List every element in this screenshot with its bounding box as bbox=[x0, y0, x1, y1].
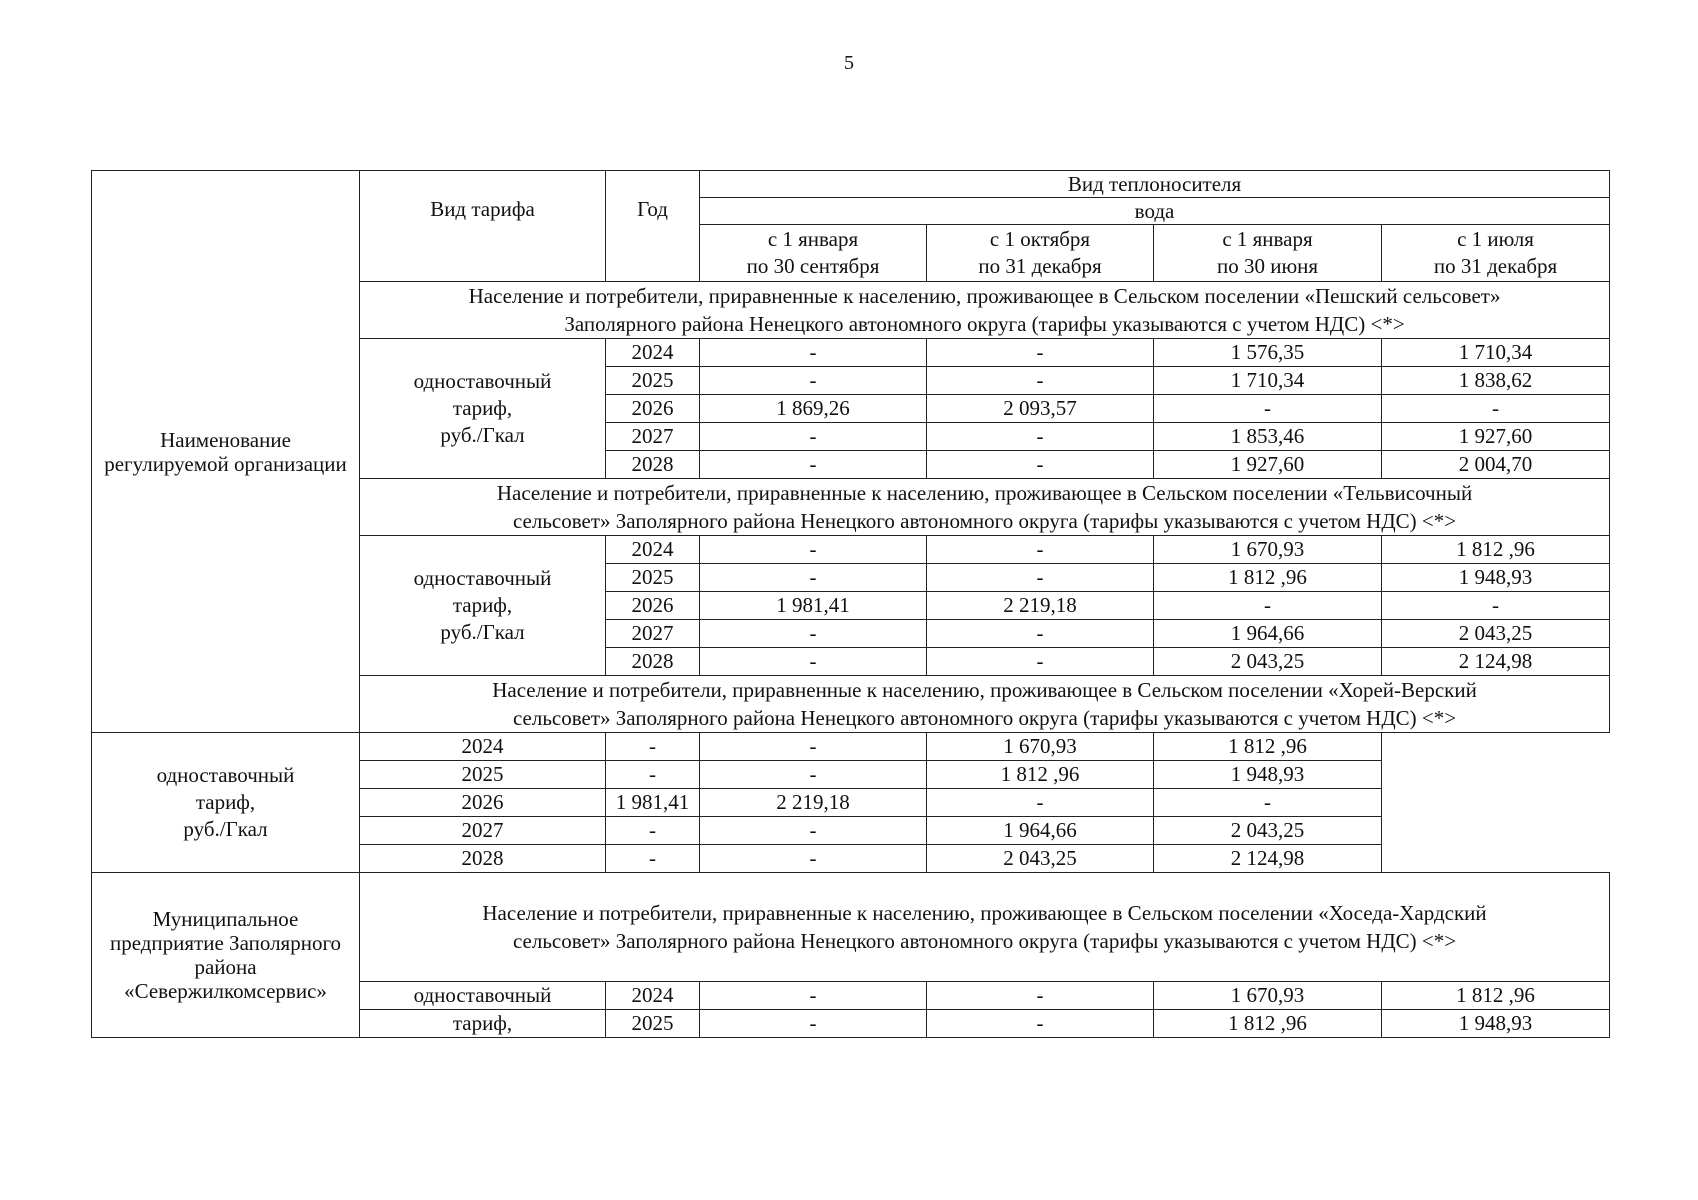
tariff-type-line: тариф, bbox=[452, 396, 513, 420]
value-cell: - bbox=[927, 1010, 1154, 1038]
section-title bbox=[360, 479, 1610, 536]
year-cell: 2024 bbox=[606, 339, 700, 367]
value-cell: - bbox=[700, 367, 927, 395]
year-cell: 2025 bbox=[606, 1010, 700, 1038]
tariff-type-cell bbox=[360, 536, 606, 676]
tariff-type-line: одноставочный bbox=[413, 369, 552, 393]
year-cell: 2025 bbox=[606, 367, 700, 395]
value-cell: - bbox=[1382, 395, 1610, 423]
period-end: по 30 сентября bbox=[746, 254, 880, 278]
year-cell: 2025 bbox=[360, 761, 606, 789]
section-title bbox=[360, 873, 1610, 982]
value-cell: - bbox=[1154, 592, 1382, 620]
value-cell: - bbox=[700, 648, 927, 676]
year-cell: 2027 bbox=[360, 817, 606, 845]
section-title bbox=[360, 676, 1610, 733]
period-end: по 31 декабря bbox=[978, 254, 1102, 278]
table-row bbox=[92, 733, 1610, 761]
value-cell: 1 670,93 bbox=[1154, 982, 1382, 1010]
value-cell: - bbox=[700, 451, 927, 479]
value-cell: - bbox=[700, 845, 927, 873]
tariff-type-line: тариф, bbox=[195, 790, 256, 814]
year-cell: 2024 bbox=[360, 733, 606, 761]
value-cell: - bbox=[927, 367, 1154, 395]
organization-name: Муниципальное предприятие Заполярного района «Севержилкомсервис» bbox=[92, 873, 360, 1038]
tariff-type-line: руб./Гкал bbox=[440, 620, 525, 644]
value-cell: 2 219,18 bbox=[927, 592, 1154, 620]
tariff-type-cell: одноставочный bbox=[360, 982, 606, 1010]
value-cell: - bbox=[606, 845, 700, 873]
section-title-line: Население и потребители, приравненные к населению, проживающее в Сельском поселении «Хорей-Верский bbox=[492, 678, 1477, 702]
header-period bbox=[1154, 225, 1382, 282]
section-title-line: сельсовет» Заполярного района Ненецкого автономного округа (тарифы указываются с учетом НДС) <*> bbox=[512, 509, 1457, 533]
header-period bbox=[1382, 225, 1610, 282]
value-cell: - bbox=[927, 564, 1154, 592]
value-cell: 1 576,35 bbox=[1154, 339, 1382, 367]
tariff-type-cell bbox=[92, 733, 360, 873]
tariff-type-cell: тариф, bbox=[360, 1010, 606, 1038]
value-cell: 1 981,41 bbox=[606, 789, 700, 817]
value-cell: 1 670,93 bbox=[927, 733, 1154, 761]
period-start: с 1 января bbox=[767, 227, 859, 251]
value-cell: - bbox=[927, 620, 1154, 648]
header-period bbox=[700, 225, 927, 282]
tariff-type-cell bbox=[360, 339, 606, 479]
year-cell: 2026 bbox=[360, 789, 606, 817]
value-cell: 1 812 ,96 bbox=[1154, 564, 1382, 592]
header-row bbox=[92, 171, 1610, 198]
year-cell: 2028 bbox=[606, 648, 700, 676]
header-period bbox=[927, 225, 1154, 282]
value-cell: - bbox=[700, 982, 927, 1010]
value-cell: 1 812 ,96 bbox=[927, 761, 1154, 789]
header-tariff-type: Вид тарифа bbox=[360, 171, 606, 282]
value-cell: - bbox=[1154, 789, 1382, 817]
value-cell: 1 964,66 bbox=[1154, 620, 1382, 648]
tariff-type-line: одноставочный bbox=[413, 566, 552, 590]
period-end: по 31 декабря bbox=[1433, 254, 1558, 278]
value-cell: 2 124,98 bbox=[1382, 648, 1610, 676]
value-cell: - bbox=[700, 817, 927, 845]
value-cell: - bbox=[700, 733, 927, 761]
section-title-line: сельсовет» Заполярного района Ненецкого автономного округа (тарифы указываются с учетом НДС) <*> bbox=[512, 929, 1457, 953]
section-title-line: Население и потребители, приравненные к населению, проживающее в Сельском поселении «Хоседа-Хардский bbox=[482, 901, 1487, 925]
value-cell: - bbox=[700, 339, 927, 367]
value-cell: - bbox=[927, 648, 1154, 676]
header-org-cell bbox=[92, 171, 360, 733]
value-cell: - bbox=[700, 536, 927, 564]
period-end: по 30 июня bbox=[1216, 254, 1319, 278]
page-number: 5 bbox=[844, 52, 854, 74]
value-cell: - bbox=[927, 536, 1154, 564]
value-cell: 1 948,93 bbox=[1382, 564, 1610, 592]
period-start: с 1 июля bbox=[1457, 227, 1534, 251]
value-cell: 1 853,46 bbox=[1154, 423, 1382, 451]
period-start: с 1 января bbox=[1222, 227, 1313, 251]
value-cell: - bbox=[700, 761, 927, 789]
value-cell: 1 838,62 bbox=[1382, 367, 1610, 395]
value-cell: - bbox=[1382, 592, 1610, 620]
value-cell: 1 812 ,96 bbox=[1154, 1010, 1382, 1038]
value-cell: 2 043,25 bbox=[1382, 620, 1610, 648]
value-cell: 2 124,98 bbox=[1154, 845, 1382, 873]
value-cell: - bbox=[1154, 395, 1382, 423]
value-cell: 2 219,18 bbox=[700, 789, 927, 817]
tariff-type-line: тариф, bbox=[452, 593, 513, 617]
value-cell: 2 043,25 bbox=[927, 845, 1154, 873]
tariff-type-line: одноставочный bbox=[156, 763, 295, 787]
value-cell: 1 948,93 bbox=[1154, 761, 1382, 789]
period-start: с 1 октября bbox=[989, 227, 1091, 251]
header-carrier: Вид теплоносителя bbox=[700, 171, 1610, 198]
value-cell: 1 812 ,96 bbox=[1382, 982, 1610, 1010]
section-title bbox=[360, 282, 1610, 339]
value-cell: 2 043,25 bbox=[1154, 817, 1382, 845]
year-cell: 2028 bbox=[606, 451, 700, 479]
header-org: Наименование регулируемой организации bbox=[104, 427, 347, 476]
value-cell: 2 004,70 bbox=[1382, 451, 1610, 479]
value-cell: 1 927,60 bbox=[1154, 451, 1382, 479]
value-cell: 1 964,66 bbox=[927, 817, 1154, 845]
tariff-table bbox=[91, 170, 1610, 1038]
value-cell: - bbox=[927, 423, 1154, 451]
tariff-type-line: руб./Гкал bbox=[183, 817, 268, 841]
year-cell: 2027 bbox=[606, 620, 700, 648]
value-cell: - bbox=[927, 789, 1154, 817]
year-cell: 2026 bbox=[606, 395, 700, 423]
value-cell: - bbox=[606, 733, 700, 761]
year-cell: 2028 bbox=[360, 845, 606, 873]
value-cell: 1 927,60 bbox=[1382, 423, 1610, 451]
section-title-line: Население и потребители, приравненные к населению, проживающее в Сельском поселении «Тельвисочный bbox=[496, 481, 1473, 505]
value-cell: 2 093,57 bbox=[927, 395, 1154, 423]
value-cell: - bbox=[927, 982, 1154, 1010]
section-title-line: сельсовет» Заполярного района Ненецкого автономного округа (тарифы указываются с учетом НДС) <*> bbox=[512, 706, 1457, 730]
tariff-type-line: руб./Гкал bbox=[440, 423, 525, 447]
year-cell: 2024 bbox=[606, 982, 700, 1010]
value-cell: - bbox=[927, 339, 1154, 367]
value-cell: 1 710,34 bbox=[1382, 339, 1610, 367]
value-cell: - bbox=[700, 1010, 927, 1038]
value-cell: 1 981,41 bbox=[700, 592, 927, 620]
year-cell: 2027 bbox=[606, 423, 700, 451]
section-title-line: Заполярного района Ненецкого автономного округа (тарифы указываются с учетом НДС) <*> bbox=[564, 312, 1405, 336]
section-title-line: Население и потребители, приравненные к населению, проживающее в Сельском поселении «Пешский сельсовет» bbox=[468, 284, 1501, 308]
value-cell: - bbox=[700, 620, 927, 648]
year-cell: 2024 bbox=[606, 536, 700, 564]
year-cell: 2025 bbox=[606, 564, 700, 592]
header-year: Год bbox=[606, 171, 700, 282]
value-cell: - bbox=[700, 564, 927, 592]
value-cell: 1 812 ,96 bbox=[1154, 733, 1382, 761]
value-cell: 1 948,93 bbox=[1382, 1010, 1610, 1038]
value-cell: - bbox=[606, 817, 700, 845]
value-cell: - bbox=[700, 423, 927, 451]
value-cell: 1 710,34 bbox=[1154, 367, 1382, 395]
value-cell: 1 869,26 bbox=[700, 395, 927, 423]
value-cell: - bbox=[927, 451, 1154, 479]
value-cell: 2 043,25 bbox=[1154, 648, 1382, 676]
value-cell: - bbox=[606, 761, 700, 789]
year-cell: 2026 bbox=[606, 592, 700, 620]
header-water: вода bbox=[700, 198, 1610, 225]
value-cell: 1 670,93 bbox=[1154, 536, 1382, 564]
value-cell: 1 812 ,96 bbox=[1382, 536, 1610, 564]
section-title-row bbox=[92, 873, 1610, 982]
